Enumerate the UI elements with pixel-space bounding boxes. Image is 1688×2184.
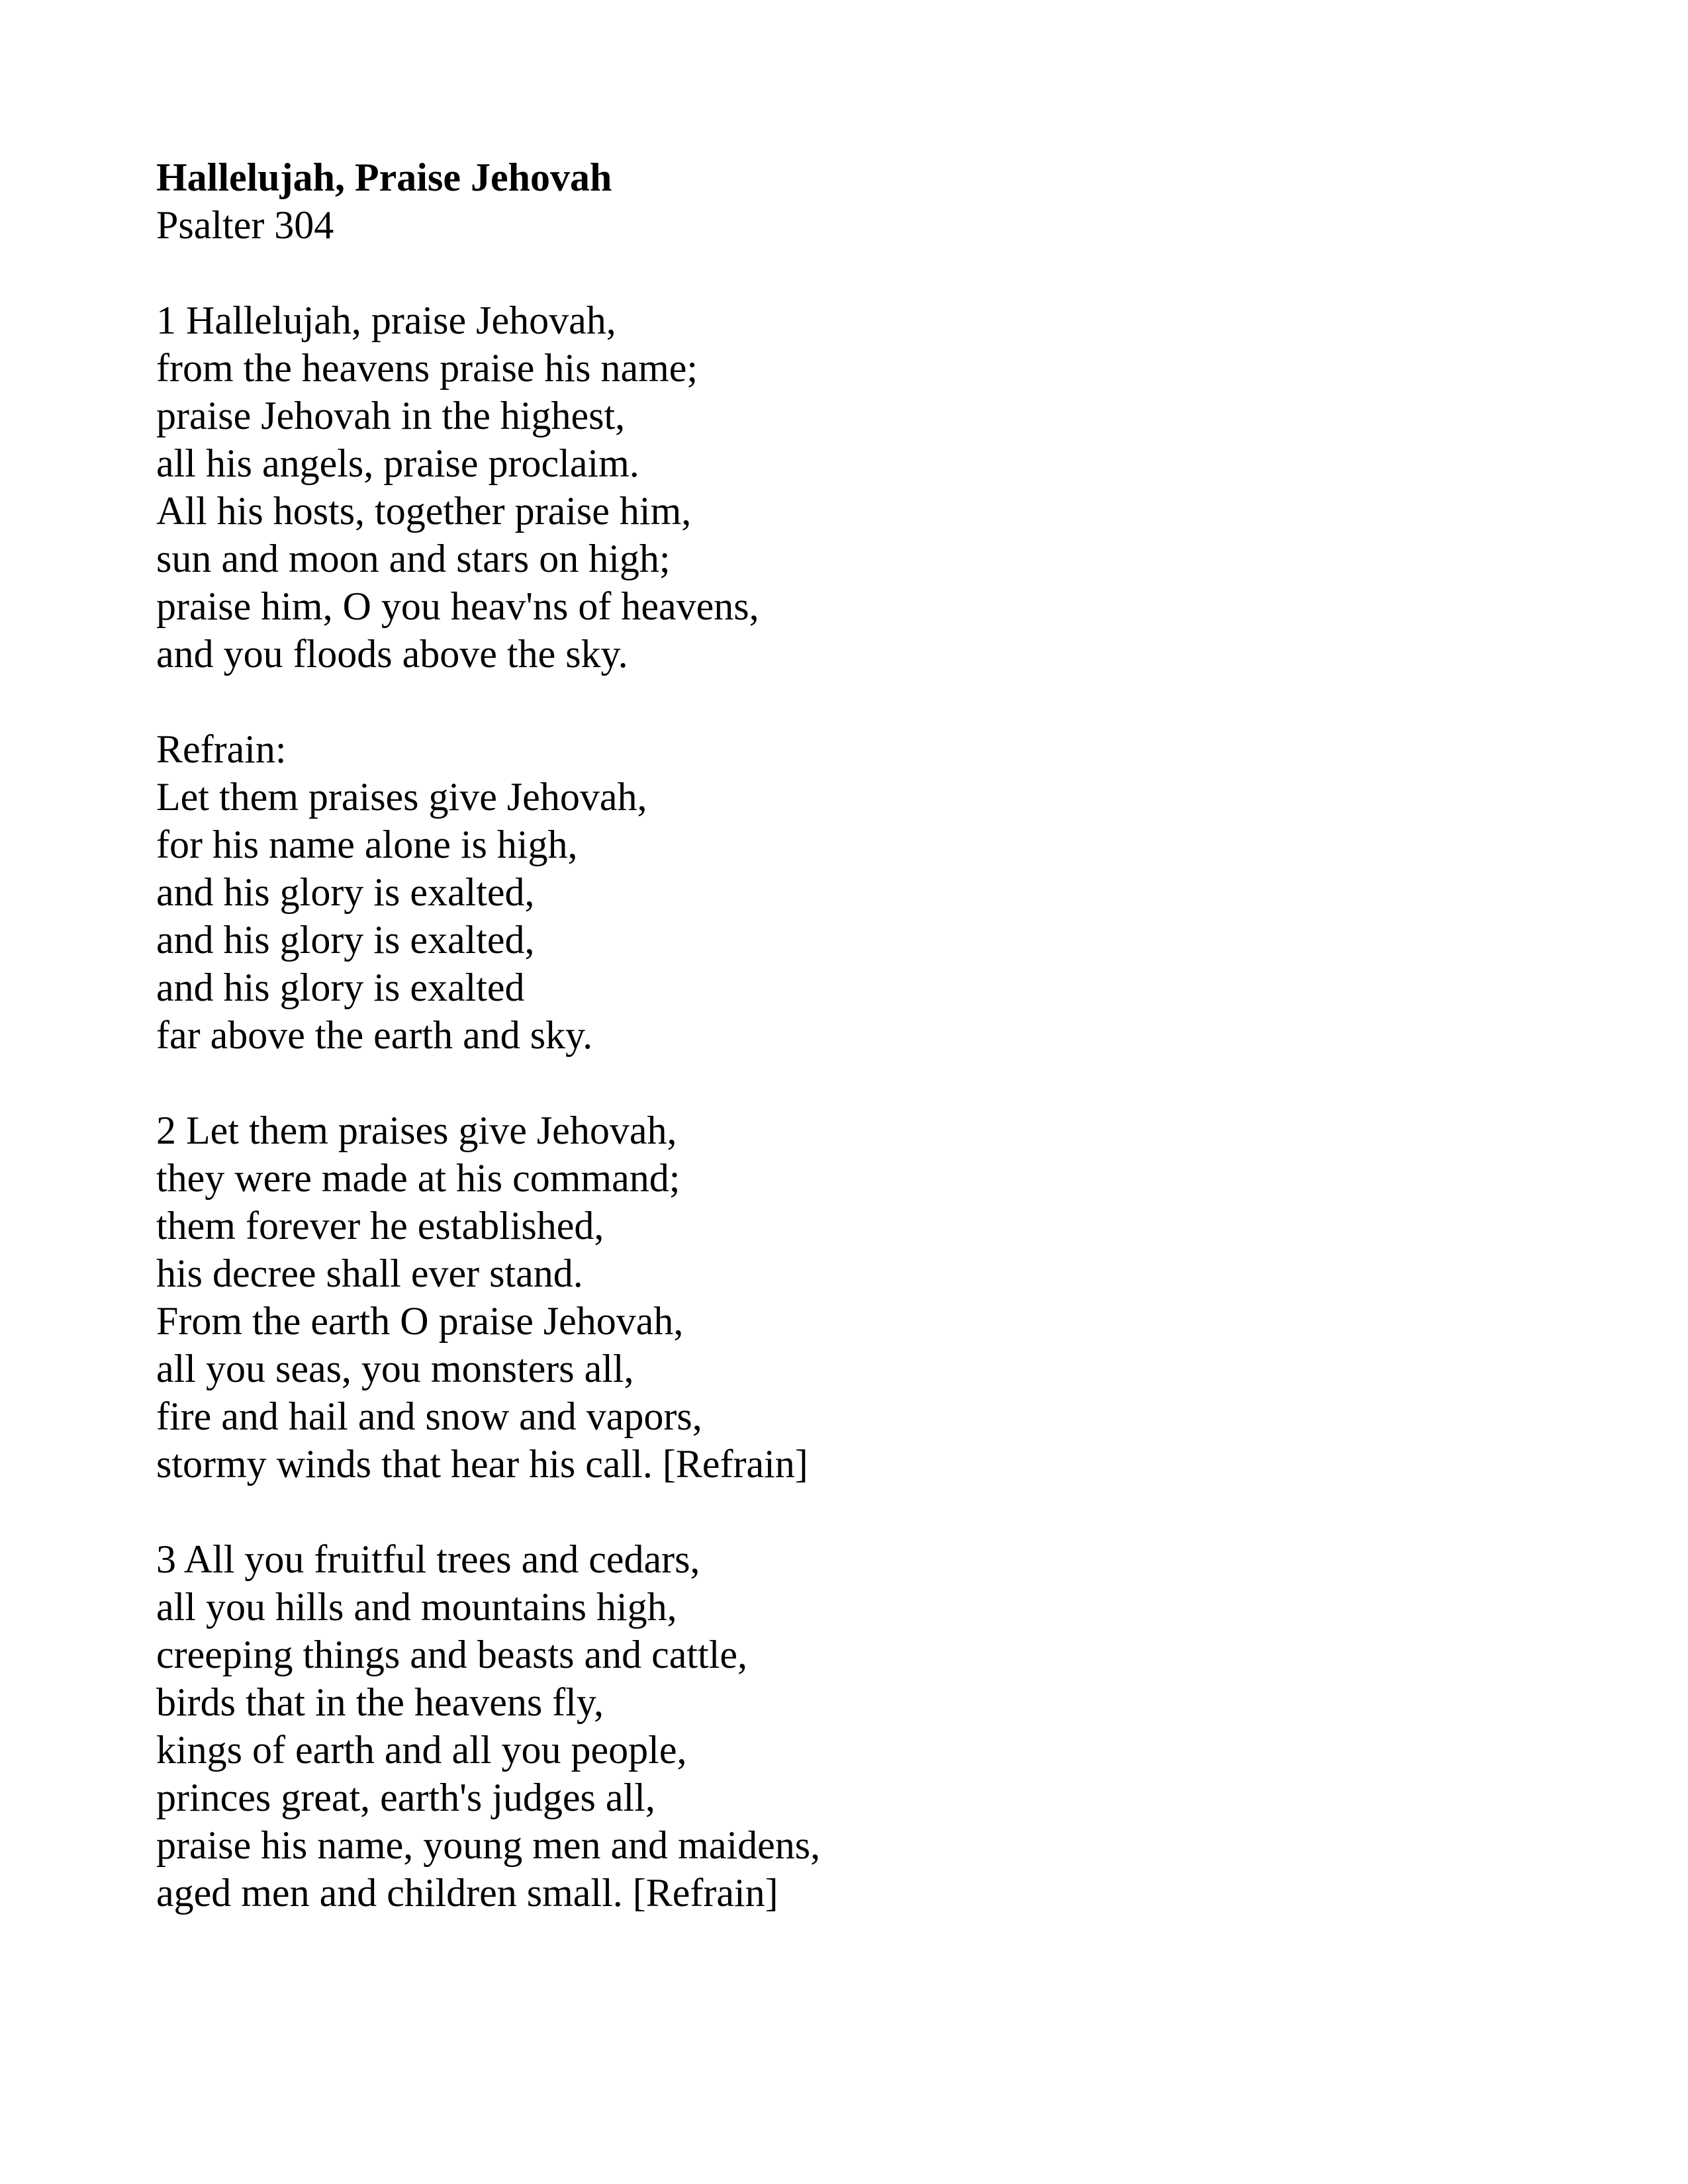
stanza-line: birds that in the heavens fly,	[156, 1680, 604, 1724]
stanza-line: aged men and children small. [Refrain]	[156, 1871, 778, 1915]
stanza-line: 3 All you fruitful trees and cedars,	[156, 1537, 700, 1581]
stanza-3	[156, 1535, 1533, 1917]
stanza-line: kings of earth and all you people,	[156, 1728, 687, 1772]
refrain-line: far above the earth and sky.	[156, 1013, 593, 1057]
stanza-1	[156, 296, 1533, 678]
refrain-line: and his glory is exalted,	[156, 870, 535, 914]
stanza-line: all you hills and mountains high,	[156, 1585, 677, 1629]
stanza-line: 2 Let them praises give Jehovah,	[156, 1109, 677, 1152]
stanza-line: From the earth O praise Jehovah,	[156, 1299, 684, 1343]
stanza-line: fire and hail and snow and vapors,	[156, 1394, 702, 1438]
refrain-line: for his name alone is high,	[156, 823, 578, 866]
stanza-line: from the heavens praise his name;	[156, 346, 698, 390]
hymn-subtitle: Psalter 304	[156, 203, 334, 247]
stanza-line: creeping things and beasts and cattle,	[156, 1633, 748, 1676]
stanza-line: praise his name, young men and maidens,	[156, 1823, 821, 1867]
stanza-line: his decree shall ever stand.	[156, 1251, 583, 1295]
stanza-line: praise Jehovah in the highest,	[156, 394, 626, 437]
stanza-line: all you seas, you monsters all,	[156, 1347, 634, 1390]
hymn-title: Hallelujah, Praise Jehovah	[156, 156, 612, 199]
stanza-line: they were made at his command;	[156, 1156, 680, 1200]
stanza-line: sun and moon and stars on high;	[156, 537, 671, 580]
stanza-2	[156, 1107, 1533, 1488]
stanza-line: praise him, O you heav'ns of heavens,	[156, 584, 759, 628]
stanza-line: them forever he established,	[156, 1204, 604, 1248]
stanza-line: all his angels, praise proclaim.	[156, 441, 639, 485]
stanza-line: and you floods above the sky.	[156, 632, 628, 676]
stanza-line: princes great, earth's judges all,	[156, 1776, 655, 1819]
refrain-line: and his glory is exalted	[156, 966, 525, 1009]
stanza-line: 1 Hallelujah, praise Jehovah,	[156, 298, 616, 342]
refrain-line: Let them praises give Jehovah,	[156, 775, 647, 819]
stanza-line: stormy winds that hear his call. [Refrain]	[156, 1442, 808, 1486]
stanza-line: All his hosts, together praise him,	[156, 489, 692, 533]
document-body	[156, 154, 1533, 1917]
refrain-line: and his glory is exalted,	[156, 918, 535, 962]
refrain-label: Refrain:	[156, 727, 287, 771]
refrain	[156, 725, 1533, 1059]
